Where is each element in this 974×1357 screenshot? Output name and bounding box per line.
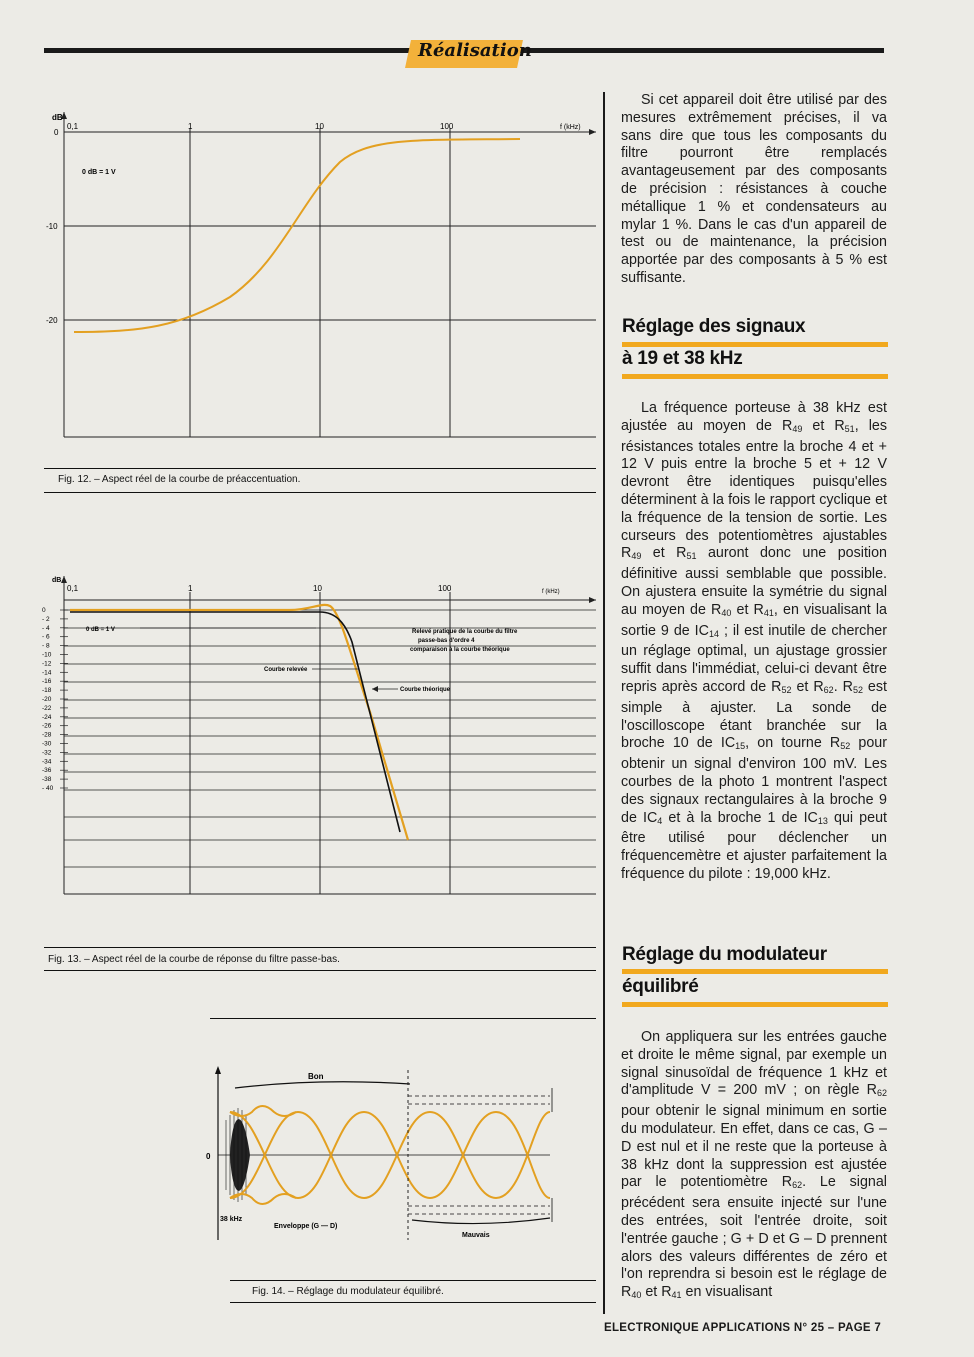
fig13-ytick: -20 <box>42 696 52 703</box>
heading-modulator-bar-2 <box>622 1002 888 1007</box>
fig13-xtick-3: 100 <box>438 584 452 593</box>
fig12-ytick-0: 0 <box>54 128 59 137</box>
paragraph-2: La fréquence porteuse à 38 kHz est ajustée au moyen de $R_{49}$ et $R_{51}$, les résistances totales entre la broche 4 et + 12 V puis entre la broche 5 et + 12 V devront être identiques puisqu'elles déterminent à la fois le rapport cyclique et la fréquence de la tension de sortie. Les curseurs des potentiomètres ajustables $R_{49}$ et $R_{51}$ auront donc une position définitive aussi semblable que possible. On ajustera ensuite la symétrie du signal au moyen de $R_{40}$ et $R_{41}$, en visualisant la sortie 9 de $IC_{14}$ ; il est inutile de chercher un réglage optimal, un ajustage grossier suffit dans l'immédiat, celui-ci devant être repris après accord de $R_{52}$ et $R_{62}$. $R_{52}$ est simple à ajuster. La sonde de l'oscilloscope étant branchée sur la broche 10 de $IC_{15}$, on tourne $R_{52}$ pour obtenir un signal d'environ 100 mV. Les courbes de la photo 1 montrent l'aspect des signaux rectangulaires à la broche 9 de $IC_4$ et à la broche 1 de $IC_{13}$ qui peut être utilisé pour déclencher un fréquencemètre et ajuster parfaitement la fréquence du pilote : 19,000 kHz. <box>621 400 887 882</box>
fig13-xtick-0: 0,1 <box>67 584 79 593</box>
fig14-caption: Fig. 14. – Réglage du modulateur équilibré. <box>252 1286 444 1297</box>
fig13-label-courbe-relevee: Courbe relevée <box>264 667 308 673</box>
fig13-ytick: -18 <box>42 687 52 695</box>
fig12-db-label: dB <box>52 113 63 122</box>
fig13-chart <box>40 572 602 902</box>
heading-signals-bar-2 <box>622 374 888 379</box>
fig13-ytick: - 2 <box>42 615 50 623</box>
fig13-xtick-2: 10 <box>313 584 322 593</box>
fig14-label-zero: 0 <box>206 1152 211 1161</box>
fig14-caption-rule-top <box>230 1280 596 1281</box>
preemphasis-curve <box>74 139 520 332</box>
fig14-label-38khz: 38 kHz <box>220 1216 243 1223</box>
heading-signals-line2: à 19 et 38 kHz <box>622 348 743 369</box>
fig13-ytick: - 40 <box>42 785 54 792</box>
fig13-ytick: -34 <box>42 758 52 766</box>
fig12-xtick-4: f (kHz) <box>560 124 581 131</box>
fig13-ytick: -14 <box>42 669 52 677</box>
fig13-db-label: dB <box>52 577 62 584</box>
fig13-ytick: -32 <box>42 749 52 757</box>
fig13-xtick-4: f (kHz) <box>542 589 560 595</box>
fig14-top-rule <box>210 1018 596 1019</box>
fig12-ytick-1: -10 <box>46 222 58 231</box>
fig13-ytick: - 4 <box>42 624 50 632</box>
fig13-ytick: -16 <box>42 678 52 686</box>
fig12-caption: Fig. 12. – Aspect réel de la courbe de préaccentuation. <box>58 474 301 485</box>
fig12-chart <box>40 92 600 472</box>
fig13-label-courbe-theorique: Courbe théorique <box>400 687 451 693</box>
fig13-ytick: - 6 <box>42 633 50 641</box>
fig13-caption-rule-top <box>44 947 596 948</box>
fig13-note: 0 dB = 1 V <box>86 627 115 633</box>
fig13-ytick: 0 <box>42 607 46 614</box>
fig12-xtick-1: 1 <box>188 122 193 131</box>
column-divider <box>603 92 605 1314</box>
fig13-ytick: -38 <box>42 776 52 784</box>
fig13-measured-curve <box>70 605 408 840</box>
fig13-theoretical-curve <box>70 612 400 832</box>
fig13-ytick: -28 <box>42 731 52 739</box>
paragraph-1: Si cet appareil doit être utilisé par des mesures extrêmement précises, il va sans dire que tous les composants du filtre pourront être remplacés avantageusement par des composants de précision : résistances à couche métallique 1 % et condensateurs au mylar 1 %. Dans le cas d'un appareil de test ou de maintenance, la précision apportée par des composants à 5 % est suffisante. <box>621 92 887 286</box>
fig13-ytick: -24 <box>42 713 52 721</box>
fig13-ytick: - 8 <box>42 642 50 650</box>
fig13-label-releve-2: passe-bas d'ordre 4 <box>418 638 475 644</box>
fig13-caption: Fig. 13. – Aspect réel de la courbe de réponse du filtre passe-bas. <box>48 954 340 965</box>
page-footer: ELECTRONIQUE APPLICATIONS N° 25 – PAGE 7 <box>604 1322 882 1334</box>
fig12-xtick-0: 0,1 <box>67 122 79 131</box>
paragraph-3: On appliquera sur les entrées gauche et droite le même signal, par exemple un signal sinusoïdal de fréquence 1 kHz et d'amplitude V = 200 mV ; on règle $R_{62}$ pour obtenir le signal minimum en sortie du modulateur. En effet, dans ce cas, G – D est nul et il ne reste que la porteuse à 38 kHz dont la suppression est ajustée par le potentiomètre $R_{62}$. Le signal précédent sera ensuite injecté sur l'une des entrées, soit l'entrée droite, soit l'entrée gauche ; G + D et G – D prennent alors des valeurs différentes de zéro et l'on reprendra si besoin est le réglage de $R_{40}$ et $R_{41}$ en visualisant <box>621 1029 887 1301</box>
heading-modulator-line1: Réglage du modulateur <box>622 944 827 965</box>
fig12-ytick-2: -20 <box>46 316 58 325</box>
fig13-ytick: -12 <box>42 660 52 668</box>
fig13-xtick-1: 1 <box>188 584 193 593</box>
fig13-ytick: -22 <box>42 704 52 712</box>
fig14-caption-rule-bottom <box>230 1302 596 1303</box>
fig14-chart <box>190 1060 570 1250</box>
fig12-caption-rule-top <box>44 468 596 469</box>
fig13-ytick: -10 <box>42 651 52 659</box>
fig14-label-mauvais: Mauvais <box>462 1232 490 1239</box>
fig12-note: 0 dB = 1 V <box>82 169 116 176</box>
fig13-caption-rule-bottom <box>44 970 596 971</box>
heading-modulator-line2: équilibré <box>622 976 699 997</box>
fig13-ytick: -26 <box>42 722 52 730</box>
rubric-title: Réalisation <box>418 40 532 61</box>
heading-modulator-bar-1 <box>622 969 888 974</box>
fig13-label-releve-3: comparaison à la courbe théorique <box>410 647 510 653</box>
heading-signals-line1: Réglage des signaux <box>622 316 806 337</box>
fig12-xtick-2: 10 <box>315 122 324 131</box>
fig13-label-releve-1: Relevé pratique de la courbe du filtre <box>412 629 518 635</box>
fig12-xtick-3: 100 <box>440 122 454 131</box>
fig14-label-enveloppe: Enveloppe (G — D) <box>274 1223 338 1230</box>
fig13-ytick: -30 <box>42 740 52 748</box>
fig14-label-bon: Bon <box>308 1072 324 1081</box>
fig13-ytick: -36 <box>42 767 52 775</box>
fig12-caption-rule-bottom <box>44 492 596 493</box>
